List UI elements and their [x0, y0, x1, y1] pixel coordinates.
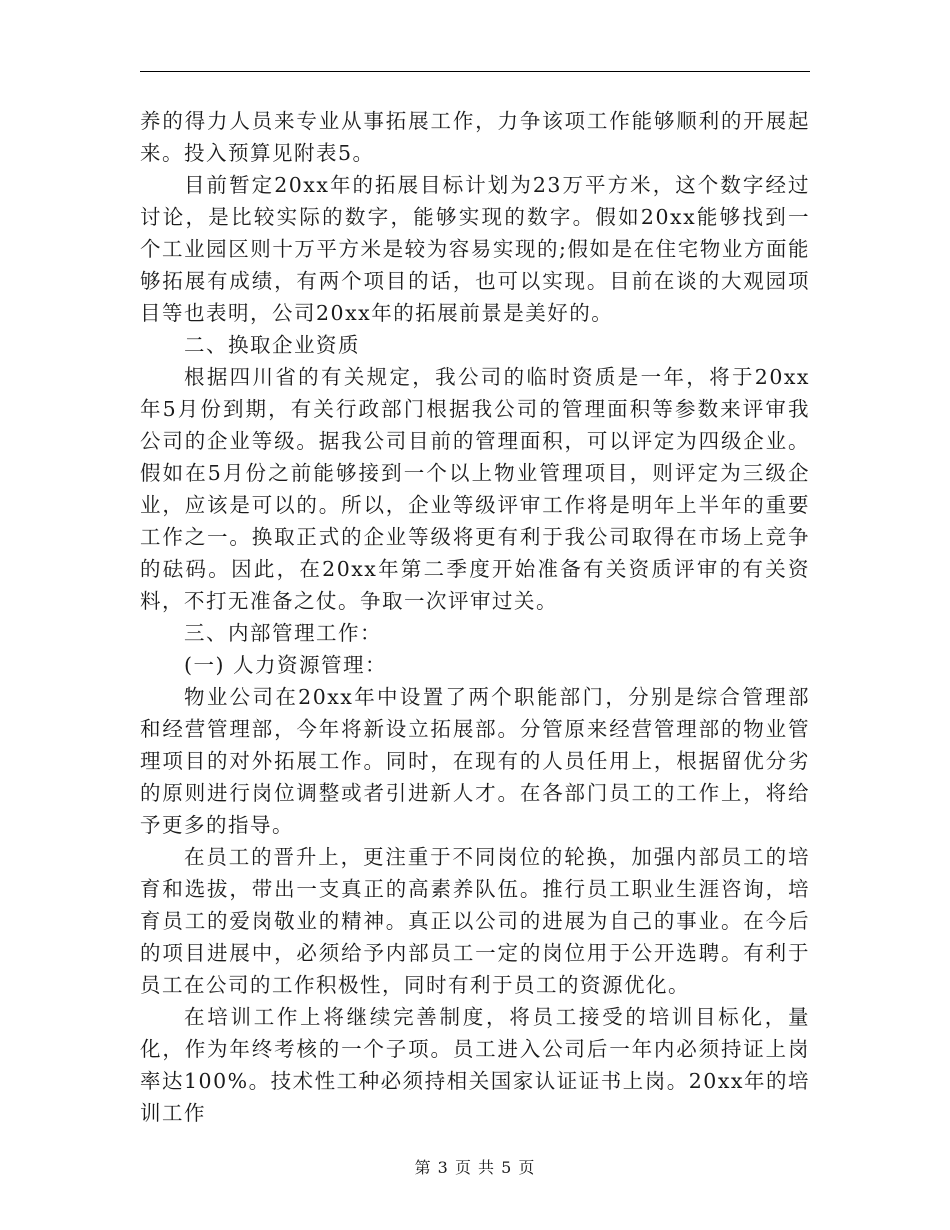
paragraph: 养的得力人员来专业从事拓展工作，力争该项工作能够顺利的开展起来。投入预算见附表5。	[140, 109, 810, 165]
paragraph: 目前暂定20xx年的拓展目标计划为23万平方米，这个数字经过讨论，是比较实际的数字，能够实现的数字。假如20xx能够找到一个工业园区则十万平方米是较为容易实现的;假如是在住宅物业方面能够拓展有成绩，有两个项目的话，也可以实现。目前在谈的大观园项目等也表明，公司20xx年的拓展前景是美好的。	[140, 173, 810, 325]
section-heading: 三、内部管理工作：	[184, 621, 382, 645]
paragraph: 物业公司在20xx年中设置了两个职能部门，分别是综合管理部和经营管理部，今年将新设立拓展部。分管原来经营管理部的物业管理项目的对外拓展工作。同时，在现有的人员任用上，根据留优分劣的原则进行岗位调整或者引进新人才。在各部门员工的工作上，将给予更多的指导。	[140, 685, 810, 837]
document-body	[140, 105, 810, 1129]
paragraph: 在员工的晋升上，更注重于不同岗位的轮换，加强内部员工的培育和选拔，带出一支真正的高素养队伍。推行员工职业生涯咨询，培育员工的爱岗敬业的精神。真正以公司的进展为自己的事业。在今后的项目进展中，必须给予内部员工一定的岗位用于公开选聘。有利于员工在公司的工作积极性，同时有利于员工的资源优化。	[140, 845, 810, 997]
paragraph: 在培训工作上将继续完善制度，将员工接受的培训目标化，量化，作为年终考核的一个子项。员工进入公司后一年内必须持证上岗率达100%。技术性工种必须持相关国家认证证书上岗。20xx年的培训工作	[140, 1005, 810, 1125]
page-footer: 第 3 页 共 5 页	[414, 1158, 536, 1177]
section-heading: 二、换取企业资质	[184, 333, 360, 357]
subsection-heading: (一) 人力资源管理：	[184, 653, 388, 677]
paragraph: 根据四川省的有关规定，我公司的临时资质是一年，将于20xx年5月份到期，有关行政部门根据我公司的管理面积等参数来评审我公司的企业等级。据我公司目前的管理面积，可以评定为四级企业。假如在5月份之前能够接到一个以上物业管理项目，则评定为三级企业，应该是可以的。所以，企业等级评审工作将是明年上半年的重要工作之一。换取正式的企业等级将更有利于我公司取得在市场上竞争的砝码。因此，在20xx年第二季度开始准备有关资质评审的有关资料，不打无准备之仗。争取一次评审过关。	[140, 365, 810, 613]
header-rule	[140, 71, 810, 72]
